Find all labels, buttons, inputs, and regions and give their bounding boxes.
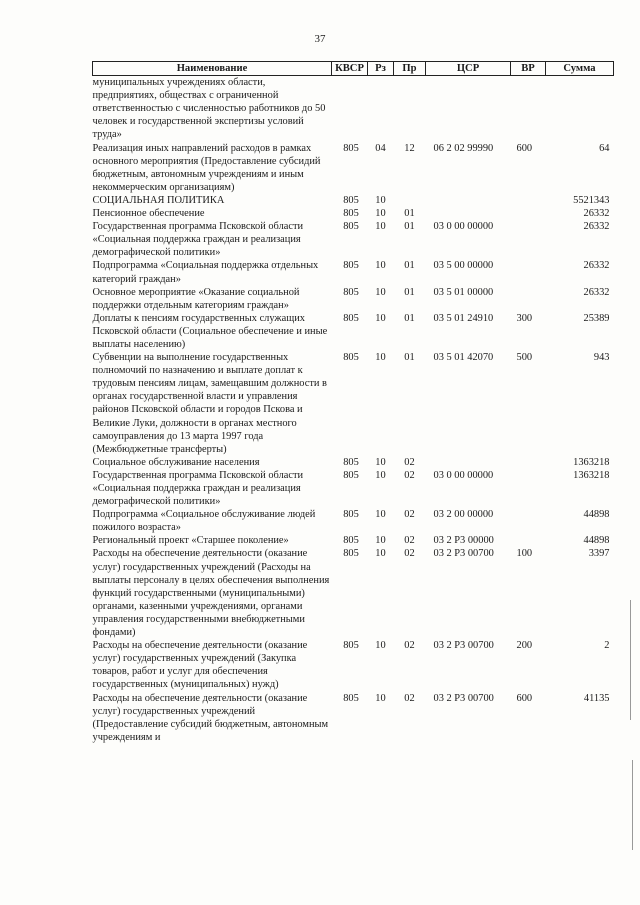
cell-rz: 10	[375, 208, 386, 220]
cell-kvsr: 805	[343, 535, 359, 547]
cell-csr	[426, 207, 511, 220]
cell-name: Расходы на обеспечение деятельности (оказание услуг) государственных учреждений (Предоставление субсидий бюджетным, автономным учреждениям и	[92, 692, 329, 743]
cell-sum: 44898	[583, 509, 610, 521]
cell-name: Подпрограмма «Социальное обслуживание людей пожилого возраста»	[92, 509, 316, 534]
cell-rz: 10	[375, 640, 386, 652]
cell-rz: 10	[375, 286, 386, 298]
cell-rz: 10	[375, 509, 386, 521]
cell-kvsr: 805	[343, 509, 359, 521]
cell-rz: 10	[375, 469, 386, 481]
cell-vr	[511, 456, 546, 469]
table-row	[93, 534, 614, 547]
table-row	[93, 207, 614, 220]
cell-pr: 01	[404, 352, 415, 364]
cell-vr: 500	[516, 352, 533, 364]
cell-rz: 10	[375, 548, 386, 560]
cell-name: Региональный проект «Старшее поколение»	[92, 535, 289, 547]
cell-vr: 200	[516, 640, 533, 652]
cell-sum: 26332	[583, 260, 610, 272]
cell-pr: 01	[404, 312, 415, 324]
cell-vr: 100	[516, 548, 533, 560]
header-sum: Сумма	[546, 62, 614, 76]
scan-edge-mark	[632, 760, 633, 850]
cell-kvsr: 805	[343, 194, 359, 206]
cell-sum: 25389	[583, 312, 610, 324]
cell-vr: 300	[516, 312, 533, 324]
cell-pr: 02	[404, 535, 415, 547]
cell-sum: 943	[593, 352, 610, 364]
cell-sum: 64	[599, 142, 610, 154]
table-row	[93, 508, 614, 534]
header-name: Наименование	[93, 62, 332, 76]
cell-csr: 06 2 02 99990	[433, 142, 494, 154]
table-row	[93, 76, 614, 142]
cell-pr: 02	[404, 456, 415, 468]
table-row	[93, 456, 614, 469]
cell-kvsr: 805	[343, 142, 359, 154]
cell-csr	[426, 456, 511, 469]
cell-rz: 10	[375, 692, 386, 704]
cell-csr: 03 2 00 00000	[433, 509, 494, 521]
cell-name: Расходы на обеспечение деятельности (оказание услуг) государственных учреждений (Расходы на выплаты персоналу в целях обеспечения выполнения функций государственными (муниципальными) органами, казенными учреждениями, органами управления государственными внебюджетными фондами)	[92, 548, 330, 639]
cell-kvsr: 805	[343, 548, 359, 560]
header-csr: ЦСР	[426, 62, 511, 76]
cell-vr	[511, 286, 546, 312]
scan-edge-mark	[630, 600, 631, 720]
cell-kvsr: 805	[343, 692, 359, 704]
cell-rz: 10	[375, 221, 386, 233]
cell-name: Подпрограмма «Социальная поддержка отдельных категорий граждан»	[92, 260, 319, 285]
header-kvsr: КВСР	[332, 62, 368, 76]
table-row	[93, 547, 614, 639]
cell-rz: 04	[375, 142, 386, 154]
cell-vr	[511, 508, 546, 534]
cell-vr	[511, 469, 546, 508]
cell-name: Государственная программа Псковской области «Социальная поддержка граждан и реализация демографической политики»	[92, 469, 304, 508]
cell-name: СОЦИАЛЬНАЯ ПОЛИТИКА	[92, 194, 225, 206]
cell-csr: 03 2 P3 00700	[433, 692, 494, 704]
cell-rz: 10	[375, 352, 386, 364]
cell-name: Субвенции на выполнение государственных полномочий по назначению и выплате доплат к трудовым пенсиям лицам, замещавшим должности в органах государственной власти и управления районов Псковской области и городов Пскова и Великие Луки, должности в органах местного самоуправления до 13 марта 1997 года (Межбюджетные трансферты)	[92, 352, 327, 455]
table-row	[93, 692, 614, 744]
header-vr: ВР	[511, 62, 546, 76]
cell-name: Государственная программа Псковской области «Социальная поддержка граждан и реализация демографической политики»	[92, 221, 304, 259]
cell-name: Основное мероприятие «Оказание социальной поддержки отдельным категориям граждан»	[92, 286, 300, 311]
cell-kvsr: 805	[343, 456, 359, 468]
cell-kvsr: 805	[343, 352, 359, 364]
cell-name: Социальное обслуживание населения	[92, 456, 260, 468]
cell-sum: 5521343	[573, 194, 610, 206]
table-row	[93, 312, 614, 351]
cell-csr: 03 2 P3 00700	[433, 548, 494, 560]
cell-pr: 01	[404, 260, 415, 272]
table-row	[93, 286, 614, 312]
budget-table	[92, 61, 614, 744]
cell-name: Расходы на обеспечение деятельности (оказание услуг) государственных учреждений (Закупка товаров, работ и услуг для обеспечения государственных (муниципальных) нужд)	[92, 640, 308, 691]
cell-rz: 10	[375, 194, 386, 206]
cell-vr	[511, 194, 546, 207]
cell-name: муниципальных учреждениях области, предприятиях, обществах с ограниченной ответственностью с численностью работников до 50 человек и государственной экспертизы условий труда»	[92, 77, 326, 141]
cell-sum: 26332	[583, 208, 610, 220]
cell-vr	[511, 259, 546, 285]
table-header-row	[93, 62, 614, 76]
cell-sum: 3397	[588, 548, 610, 560]
cell-vr	[511, 534, 546, 547]
cell-kvsr: 805	[343, 286, 359, 298]
table-row	[93, 194, 614, 207]
cell-sum: 26332	[583, 286, 610, 298]
cell-pr	[394, 76, 426, 142]
cell-csr: 03 5 01 00000	[433, 286, 494, 298]
cell-pr: 02	[404, 509, 415, 521]
cell-name: Пенсионное обеспечение	[92, 208, 205, 220]
cell-csr	[426, 194, 511, 207]
table-row	[93, 351, 614, 456]
cell-vr: 600	[516, 692, 533, 704]
cell-kvsr: 805	[343, 640, 359, 652]
cell-kvsr: 805	[343, 312, 359, 324]
cell-sum: 44898	[583, 535, 610, 547]
cell-sum: 1363218	[573, 469, 610, 481]
table-row	[93, 639, 614, 691]
cell-csr: 03 5 01 24910	[433, 312, 494, 324]
page-number: 37	[314, 33, 326, 45]
cell-rz: 10	[375, 456, 386, 468]
table-row	[93, 259, 614, 285]
cell-csr: 03 2 P3 00000	[433, 535, 494, 547]
cell-sum: 2	[604, 640, 610, 652]
cell-csr: 03 2 P3 00700	[433, 640, 494, 652]
cell-rz: 10	[375, 312, 386, 324]
cell-rz: 10	[375, 535, 386, 547]
cell-pr: 02	[404, 469, 415, 481]
cell-name: Доплаты к пенсиям государственных служащих Псковской области (Социальное обеспечение и иные выплаты населению)	[92, 312, 328, 350]
cell-sum	[546, 76, 614, 142]
table-row	[93, 142, 614, 194]
cell-kvsr: 805	[343, 208, 359, 220]
cell-sum: 41135	[583, 692, 610, 704]
cell-rz: 10	[375, 260, 386, 272]
cell-name: Реализация иных направлений расходов в рамках основного мероприятия (Предоставление субсидий бюджетным, автономным учреждениям и иным некоммерческим организациям)	[92, 142, 321, 193]
cell-pr: 01	[404, 286, 415, 298]
cell-kvsr: 805	[343, 469, 359, 481]
cell-kvsr: 805	[343, 260, 359, 272]
cell-vr: 600	[516, 142, 533, 154]
cell-csr	[426, 76, 511, 142]
cell-sum: 1363218	[573, 456, 610, 468]
cell-rz	[368, 76, 394, 142]
cell-pr	[394, 194, 426, 207]
cell-csr: 03 0 00 00000	[433, 469, 494, 481]
cell-sum: 26332	[583, 221, 610, 233]
cell-pr: 01	[404, 221, 415, 233]
cell-kvsr: 805	[343, 221, 359, 233]
table-row	[93, 220, 614, 259]
cell-vr	[511, 207, 546, 220]
cell-csr: 03 5 00 00000	[433, 260, 494, 272]
table-row	[93, 469, 614, 508]
cell-pr: 02	[404, 548, 415, 560]
cell-pr: 01	[404, 208, 415, 220]
cell-csr: 03 5 01 42070	[433, 352, 494, 364]
cell-vr	[511, 220, 546, 259]
header-pr: Пр	[394, 62, 426, 76]
cell-csr: 03 0 00 00000	[433, 221, 494, 233]
cell-pr: 02	[404, 640, 415, 652]
cell-kvsr	[332, 76, 368, 142]
header-rz: Рз	[368, 62, 394, 76]
cell-vr	[511, 76, 546, 142]
cell-pr: 02	[404, 692, 415, 704]
cell-pr: 12	[404, 142, 415, 154]
